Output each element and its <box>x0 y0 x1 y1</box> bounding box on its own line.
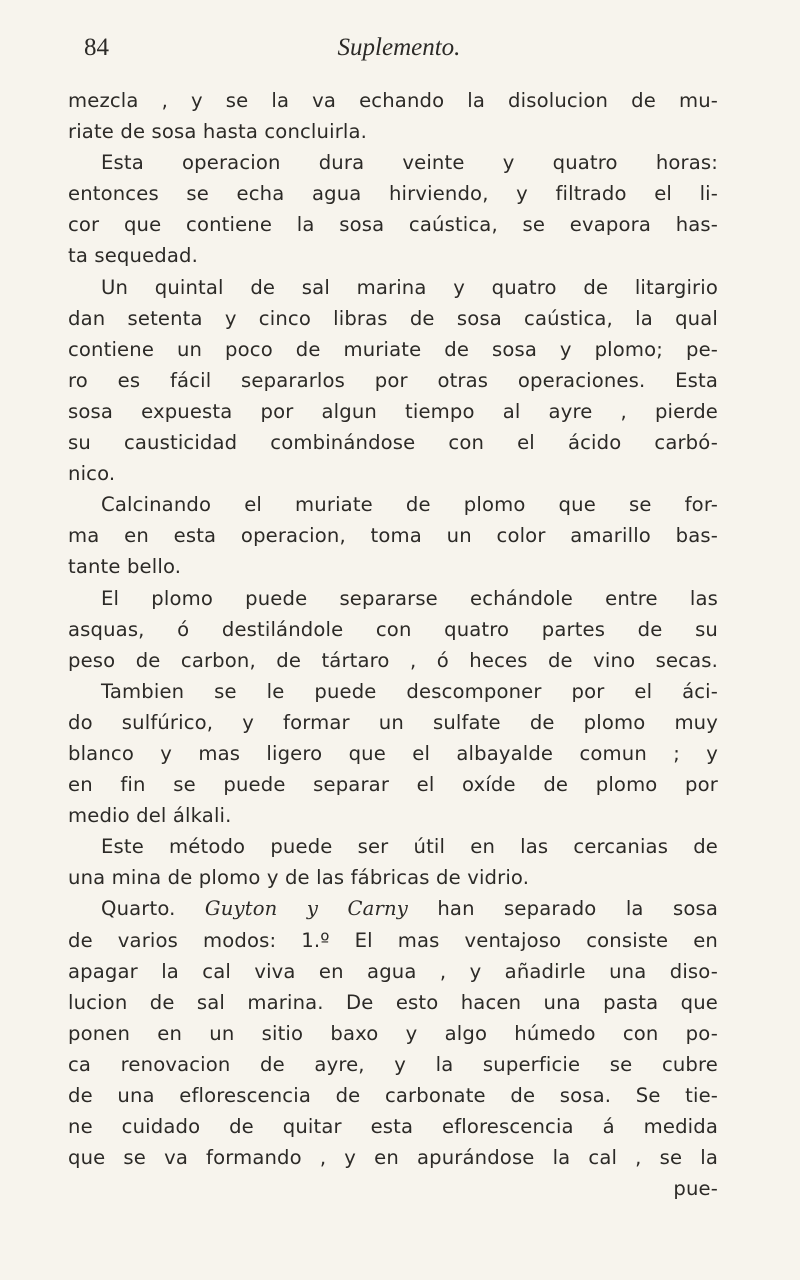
text-line: cor que contiene la sosa caústica, se evapora has- <box>68 213 718 237</box>
text-line: asquas, ó destilándole con quatro partes de su <box>68 617 718 641</box>
catchword: pue- <box>673 1177 718 1201</box>
text-line: sosa expuesta por algun tiempo al ayre , pierde <box>68 399 718 423</box>
text-line: ta sequedad. <box>68 244 199 268</box>
author-names: Guyton y Carny <box>204 897 408 921</box>
text-line: Este método puede ser útil en las cercanias de <box>101 835 718 859</box>
text-line: una mina de plomo y de las fábricas de vidrio. <box>68 866 530 890</box>
text-line: contiene un poco de muriate de sosa y plomo; pe- <box>68 337 718 361</box>
text-line: Un quintal de sal marina y quatro de litargirio <box>101 275 718 299</box>
text-line: medio del álkali. <box>68 804 232 828</box>
text-line: do sulfúrico, y formar un sulfate de plomo muy <box>68 710 718 734</box>
page-header <box>84 34 714 68</box>
body-text <box>68 85 718 1204</box>
text-line: de una eflorescencia de carbonate de sosa. Se tie- <box>68 1084 718 1107</box>
text-line: ne cuidado de quitar esta eflorescencia á medida <box>68 1115 718 1139</box>
text-line: Esta operacion dura veinte y quatro horas: <box>101 151 718 175</box>
text-line: mezcla , y se la va echando la disolucion de mu- <box>68 89 718 112</box>
text-line: riate de sosa hasta concluirla. <box>68 120 368 144</box>
text-line: ro es fácil separarlos por otras operaciones. Esta <box>68 368 718 392</box>
text-line: El plomo puede separarse echándole entre las <box>101 586 718 610</box>
text-span: Quarto. <box>101 897 205 921</box>
page-number: 84 <box>84 34 109 61</box>
text-line: tante bello. <box>68 555 182 579</box>
text-line: su causticidad combinándose con el ácido carbó- <box>68 431 718 455</box>
text-line: que se va formando , y en apurándose la cal , se la <box>68 1146 718 1170</box>
text-span: han separado la sosa <box>407 897 719 921</box>
running-head: Suplemento. <box>337 34 461 61</box>
text-line: lucion de sal marina. De esto hacen una pasta que <box>68 990 718 1014</box>
text-line: en fin se puede separar el oxíde de plomo por <box>68 773 718 797</box>
text-line: ponen en un sitio baxo y algo húmedo con po- <box>68 1021 718 1045</box>
text-line: ma en esta operacion, toma un color amarillo bas- <box>68 524 718 548</box>
text-line: apagar la cal viva en agua , y añadirle una diso- <box>68 959 718 983</box>
text-line: entonces se echa agua hirviendo, y filtrado el li- <box>68 182 718 206</box>
text-line: dan setenta y cinco libras de sosa caústica, la qual <box>68 306 718 330</box>
text-line-mixed <box>68 893 718 924</box>
text-line: nico. <box>68 462 116 486</box>
text-line: peso de carbon, de tártaro , ó heces de vino secas. <box>68 648 718 672</box>
text-line: Tambien se le puede descomponer por el áci- <box>101 679 718 703</box>
text-line: ca renovacion de ayre, y la superficie se cubre <box>68 1052 718 1076</box>
text-line: Calcinando el muriate de plomo que se for- <box>101 493 718 517</box>
text-line: blanco y mas ligero que el albayalde comun ; y <box>68 741 718 765</box>
text-line: de varios modos: 1.º El mas ventajoso consiste en <box>68 928 718 952</box>
